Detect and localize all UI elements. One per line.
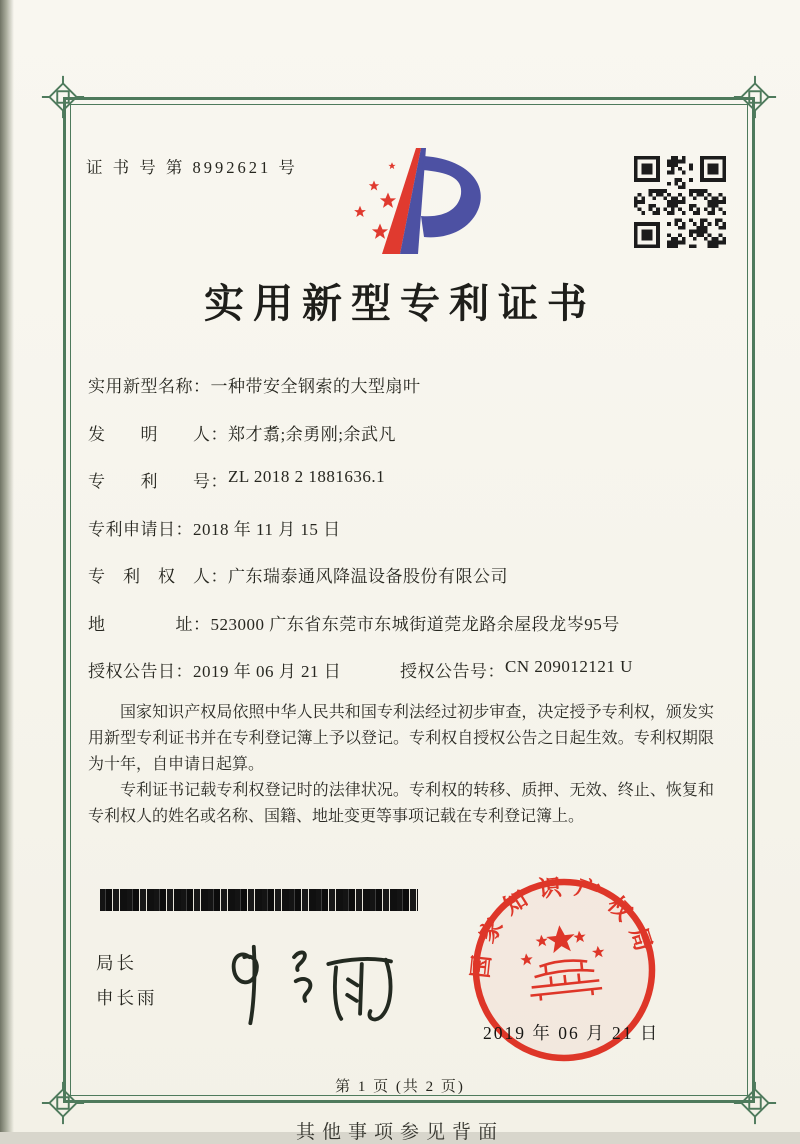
field-row-grant <box>88 657 728 705</box>
director-name: 申长雨 <box>96 988 158 1008</box>
paragraph: 专利证书记载专利权登记时的法律状况。专利权的转移、质押、无效、终止、恢复和专利权人的姓名或名称、国籍、地址变更等事项记载在专利登记簿上。 <box>88 782 714 825</box>
field-value: 523000 广东省东莞市东城街道莞龙路余屋段龙岑95号 <box>210 614 620 634</box>
field-value: ZL 2018 2 1881636.1 <box>228 467 386 486</box>
director-signature <box>212 940 407 1030</box>
field-label: 授权公告号： <box>400 662 505 681</box>
field-label: 专利申请日： <box>88 519 193 539</box>
field-value: 郑才翥;余勇刚;余武凡 <box>228 424 396 444</box>
field-row-filing-date <box>88 515 728 563</box>
cnipa-logo-icon <box>336 144 486 258</box>
corner-ornament-icon <box>40 74 86 120</box>
field-row-patent-no <box>88 467 728 515</box>
field-value: 2018 年 11 月 15 日 <box>193 519 341 539</box>
field-label: 发 明 人： <box>88 424 228 444</box>
barcode <box>100 889 418 911</box>
paragraph: 国家知识产权局依照中华人民共和国专利法经过初步审查，决定授予专利权，颁发实用新型专利证书并在专利登记簿上予以登记。专利权自授权公告之日起生效。专利权期限为十年，自申请日起算。 <box>88 704 714 773</box>
field-label: 授权公告日： <box>88 662 193 681</box>
field-row-address <box>88 610 728 658</box>
field-list <box>88 372 728 705</box>
field-label: 地 址： <box>88 614 211 634</box>
scan-edge <box>0 0 14 1132</box>
field-value: CN 209012121 U <box>505 657 633 676</box>
field-row-patentee <box>88 562 728 610</box>
seal-date: 2019 年 06 月 21 日 <box>483 1023 660 1043</box>
director-title: 局长 <box>96 953 137 973</box>
qr-code <box>634 156 726 248</box>
field-label: 实用新型名称： <box>88 377 211 396</box>
field-label: 专 利 权 人： <box>88 567 228 586</box>
field-label: 专 利 号： <box>88 472 228 491</box>
seal-text: 国家知识产权局 <box>468 874 660 980</box>
field-value: 2019 年 06 月 21 日 <box>193 662 342 681</box>
corner-ornament-icon <box>732 74 778 120</box>
field-value: 一种带安全钢索的大型扇叶 <box>210 377 421 396</box>
grant-number-group <box>400 657 633 682</box>
field-value: 广东瑞泰通风降温设备股份有限公司 <box>228 567 508 586</box>
page-footer: 第 1 页 (共 2 页) <box>335 1079 465 1095</box>
back-note: 其他事项参见背面 <box>295 1122 504 1143</box>
certificate-title: 实用新型专利证书 <box>204 281 596 326</box>
field-row-inventors <box>88 420 728 468</box>
field-row-name <box>88 372 728 420</box>
legal-paragraphs <box>88 700 714 830</box>
certificate-number: 证 书 号 第 8992621 号 <box>86 158 298 177</box>
